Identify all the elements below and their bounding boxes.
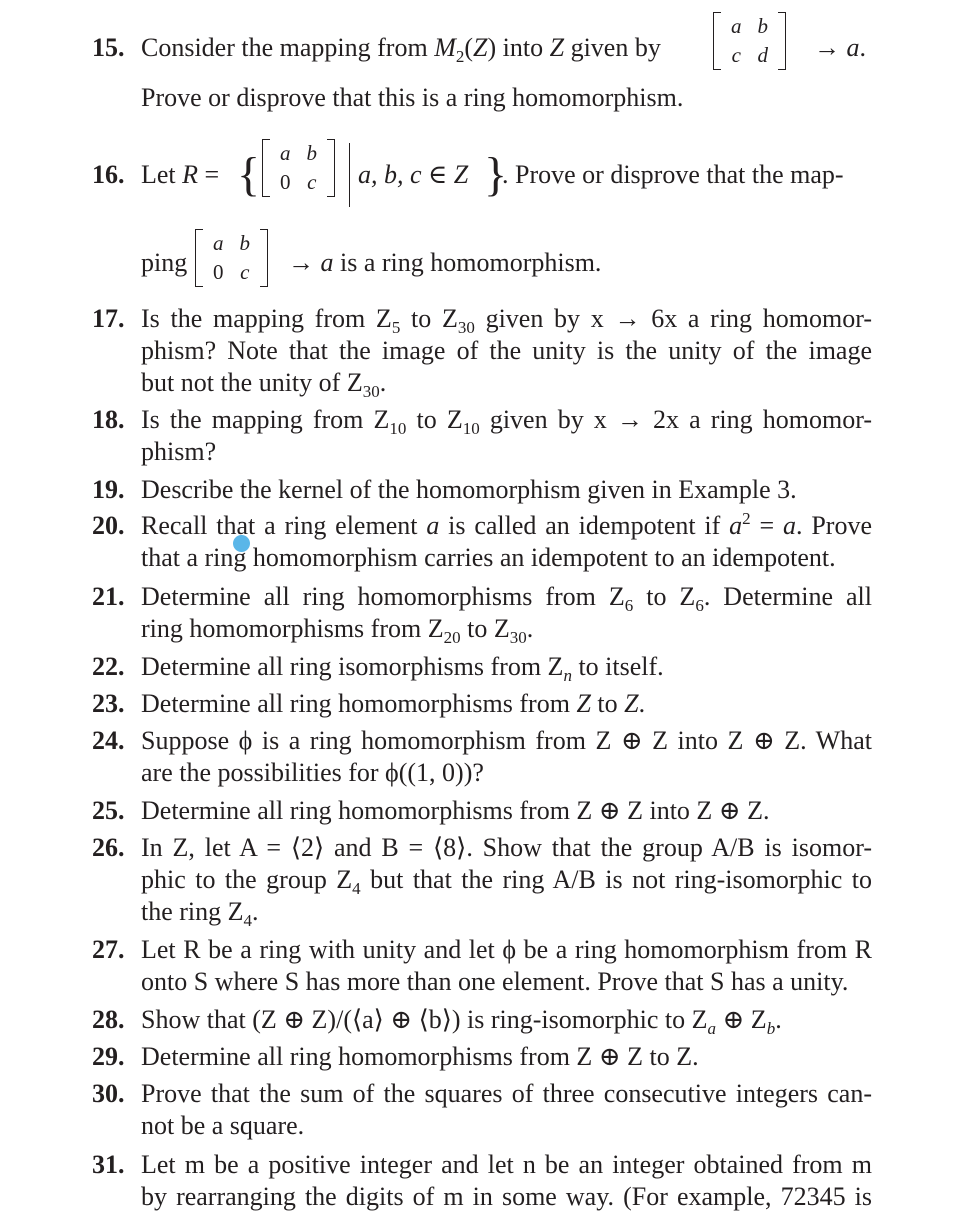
problem-text <box>141 303 872 399</box>
problem-line: Show that (Z ⊕ Z)/(⟨a⟩ ⊕ ⟨b⟩) is ring-isomorphic to $Z_a$ ⊕ $Z_b$. <box>141 1005 782 1038</box>
problem-line: Determine all ring isomorphisms from $Z_n$ to itself. <box>141 652 664 685</box>
problem-line: that a ring homomorphism carries an idempotent to an idempotent. <box>141 543 836 572</box>
set-bar <box>349 143 350 207</box>
problem-number: 25. <box>92 796 125 825</box>
problem-text <box>141 934 872 998</box>
problem-line: onto S where S has more than one element. Prove that S has a unity. <box>141 967 849 996</box>
problem-line: Is the mapping from $Z_{10}$ to $Z_{10}$ given by x → 2x a ring homomor- <box>141 405 873 438</box>
problem-text <box>141 832 872 928</box>
problem-text <box>141 1149 872 1213</box>
problem-line: Recall that a ring element a is called an idempotent if $a^2 = a$. Prove <box>141 509 872 540</box>
problem-number: 29. <box>92 1042 125 1071</box>
problem-number: 21. <box>92 582 125 611</box>
problem-line: In Z, let A = ⟨2⟩ and B = ⟨8⟩. Show that the group A/B is isomor- <box>141 833 872 862</box>
problem-line: phism? Note that the image of the unity is the unity of the image <box>141 336 872 365</box>
problem-line: Consider the mapping from $M_2(Z)$ into Z given by <box>141 33 661 66</box>
problem-number: 31. <box>92 1150 125 1179</box>
problem-line: → a is a ring homomorphism. <box>288 248 602 277</box>
problem-text <box>141 474 872 506</box>
problem-number: 22. <box>92 652 125 681</box>
problem-line: Determine all ring homomorphisms from Z ⊕ Z into Z ⊕ Z. <box>141 796 770 825</box>
problem-number: 19. <box>92 475 125 504</box>
problem-line: Prove or disprove that this is a ring homomorphism. <box>141 83 684 112</box>
matrix-abcd: a b c d <box>713 12 786 70</box>
problem-15 <box>92 14 872 120</box>
problem-number: 20. <box>92 511 125 540</box>
problem-number: 27. <box>92 935 125 964</box>
problem-text <box>141 1078 872 1142</box>
problem-line: Determine all ring homomorphisms from $Z_6$ to $Z_6$. Determine all <box>141 582 872 615</box>
problem-number: 28. <box>92 1005 125 1034</box>
problem-line: Let R be a ring with unity and let ϕ be a ring homomorphism from R <box>141 935 872 964</box>
problem-16 <box>92 143 872 293</box>
problem-line: ping <box>141 248 188 277</box>
problem-text <box>141 581 872 645</box>
problem-line: not be a square. <box>141 1111 305 1140</box>
problem-text <box>141 1041 872 1073</box>
problem-line: Determine all ring homomorphisms from Z ⊕ Z to Z. <box>141 1042 699 1071</box>
problem-line: are the possibilities for ϕ((1, 0))? <box>141 758 484 787</box>
problem-line: phic to the group $Z_4$ but that the ring A/B is not ring-isomorphic to <box>141 865 872 898</box>
matrix-ab0c-2: a b 0 c <box>195 229 268 287</box>
problem-number: 18. <box>92 405 125 434</box>
problem-number: 26. <box>92 833 125 862</box>
problem-line: Let m be a positive integer and let n be an integer obtained from m <box>141 1150 872 1179</box>
problem-line: Prove that the sum of the squares of three consecutive integers can- <box>141 1079 872 1108</box>
problem-line: the ring $Z_4$. <box>141 897 259 930</box>
problem-line: Describe the kernel of the homomorphism given in Example 3. <box>141 475 797 504</box>
problem-number: 15. <box>92 33 125 62</box>
arrow-to-a: → a. <box>814 33 866 62</box>
problem-number: 24. <box>92 726 125 755</box>
right-brace: } <box>484 148 508 201</box>
problem-line: Suppose ϕ is a ring homomorphism from Z ⊕ Z into Z ⊕ Z. What <box>141 726 872 755</box>
problem-text <box>141 725 872 789</box>
problem-text <box>141 651 872 683</box>
problem-number: 17. <box>92 304 125 333</box>
problem-number: 30. <box>92 1079 125 1108</box>
problem-number: 23. <box>92 689 125 718</box>
problem-line: Let R = <box>141 160 220 189</box>
problem-line: but not the unity of $Z_{30}$. <box>141 368 387 401</box>
problem-line: . Prove or disprove that the map- <box>502 160 844 189</box>
problem-number: 16. <box>92 160 125 189</box>
problem-line: ring homomorphisms from $Z_{20}$ to $Z_{30}$. <box>141 614 534 647</box>
problem-line: Determine all ring homomorphisms from Z to Z. <box>141 689 646 718</box>
problem-line: phism? <box>141 437 217 466</box>
left-brace: { <box>237 148 261 201</box>
problem-line: by rearranging the digits of m in some way. (For example, 72345 is <box>141 1182 872 1211</box>
matrix-ab0c: a b 0 c <box>262 139 335 197</box>
problem-text <box>141 1004 872 1036</box>
problem-text <box>141 404 872 468</box>
set-condition: a, b, c ∈ Z <box>358 160 469 189</box>
problem-text <box>141 510 872 574</box>
problem-text <box>141 795 872 827</box>
problem-line: Is the mapping from $Z_5$ to $Z_{30}$ given by x → 6x a ring homomor- <box>141 304 873 337</box>
problem-text <box>141 688 872 720</box>
